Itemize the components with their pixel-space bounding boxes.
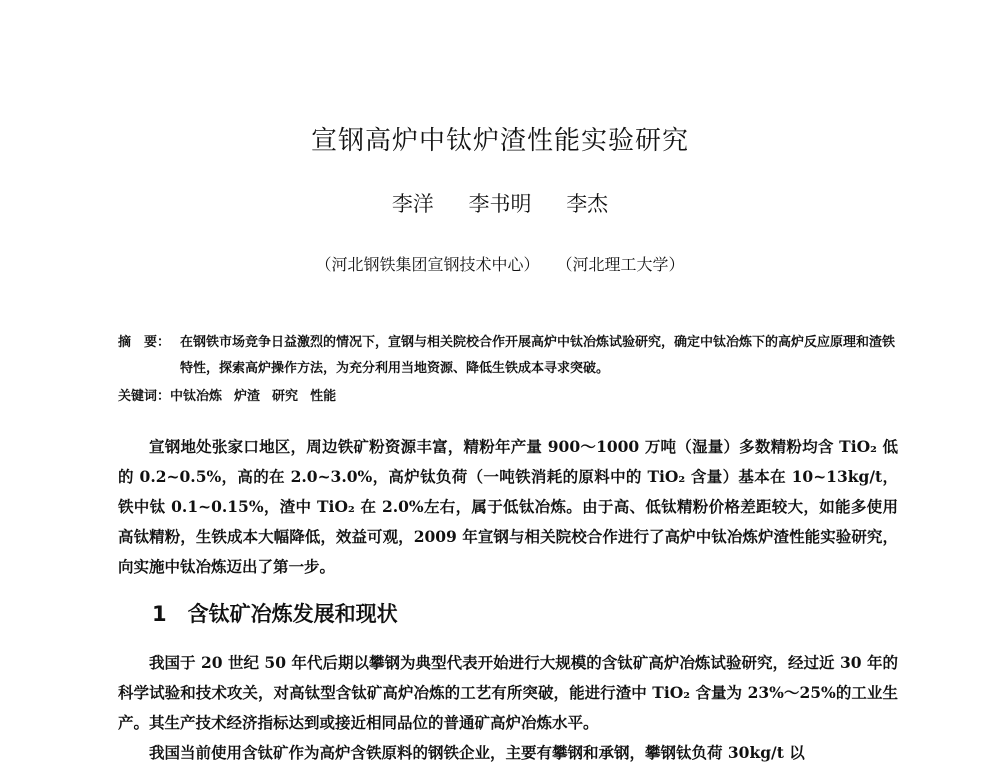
affiliation: （河北理工大学） — [556, 255, 685, 274]
keyword: 性能 — [310, 389, 337, 404]
section-heading: 1 含钛矿冶炼发展和现状 — [152, 602, 398, 626]
abstract-block — [118, 330, 898, 382]
affiliation: （河北钢铁集团宣钢技术中心） — [315, 255, 540, 274]
abstract-text: 在钢铁市场竞争日益激烈的情况下，宣钢与相关院校合作开展高炉中钛冶炼试验研究，确定中钛冶炼下的高炉反应原理和渣铁特性，探索高炉操作方法，为充分利用当地资源、降低生铁成本寻求突破。 — [180, 335, 896, 376]
keywords-block — [118, 384, 898, 410]
keyword: 炉渣 — [234, 389, 261, 404]
author-name: 李杰 — [566, 192, 609, 216]
author-name: 李书明 — [468, 192, 532, 216]
body-paragraph: 宣钢地处张家口地区，周边铁矿粉资源丰富，精粉年产量 900～1000 万吨（湿量）多数精粉均含 TiO₂ 低的 0.2~0.5%，高的在 2.0~3.0%，高炉钛负荷（一吨铁消耗的原料中的 TiO₂ 含量）基本在 10~13kg/t，铁中钛 0.1~0.15%，渣中 TiO₂ 在 2.0%左右，属于低钛冶炼。由于高、低钛精粉价格差距较大，如能多使用高钛精粉，生铁成本大幅降低，效益可观，2009 年宣钢与相关院校合作进行了高炉中钛冶炼炉渣性能实验研究，向实施中钛冶炼迈出了第一步。 — [118, 437, 898, 576]
keywords-label: 关键词： — [118, 389, 171, 404]
body-paragraph: 我国当前使用含钛矿作为高炉含铁原料的钢铁企业，主要有攀钢和承钢，攀钢钛负荷 30kg/t 以 — [149, 743, 805, 762]
keyword: 研究 — [272, 389, 299, 404]
abstract-label: 摘 要： — [118, 335, 171, 350]
paper-title: 宣钢高炉中钛炉渣性能实验研究 — [310, 126, 689, 156]
affiliation-list — [0, 252, 1000, 275]
author-list — [0, 188, 1000, 218]
body-paragraph: 我国于 20 世纪 50 年代后期以攀钢为典型代表开始进行大规模的含钛矿高炉冶炼试验研究，经过近 30 年的科学试验和技术攻关，对高钛型含钛矿高炉冶炼的工艺有所突破，能进行渣中 TiO₂ 含量为 23%～25%的工业生产。其生产技术经济指标达到或接近相同品位的普通矿高炉冶炼水平。 — [118, 653, 898, 732]
keyword: 中钛冶炼 — [170, 389, 223, 404]
author-name: 李洋 — [391, 192, 434, 216]
